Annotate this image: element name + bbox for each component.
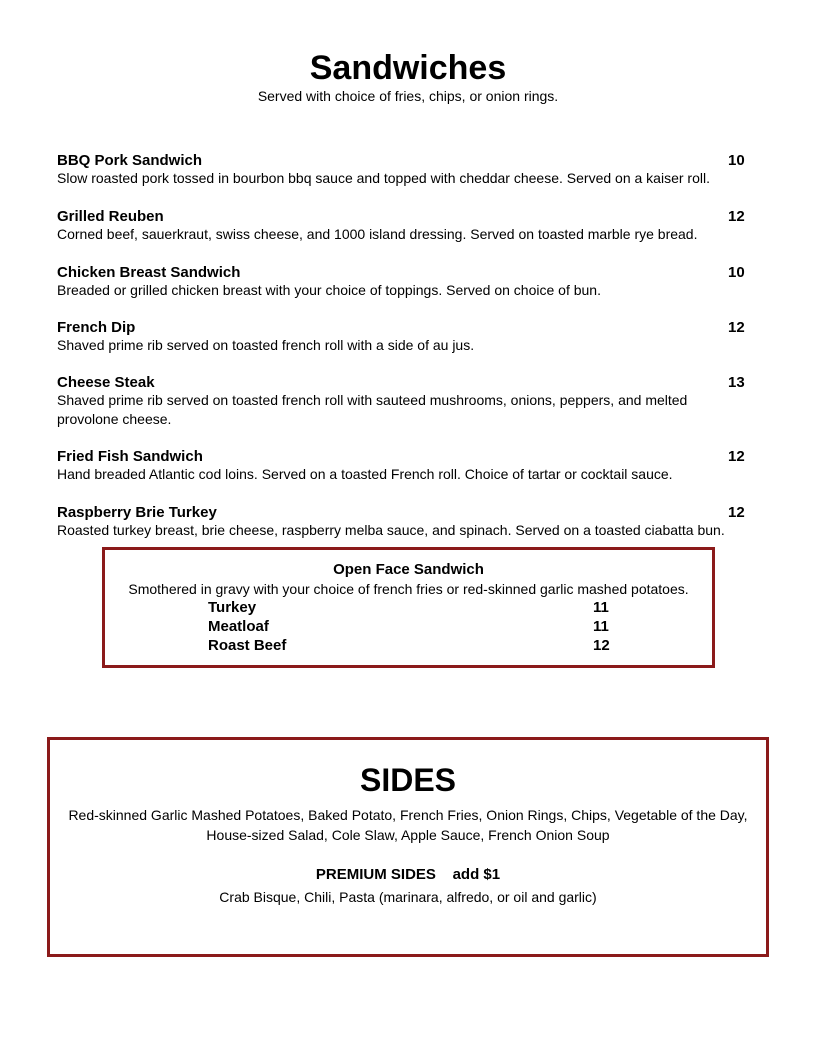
item-name: French Dip xyxy=(57,319,136,336)
item-description: Roasted turkey breast, brie cheese, raspberry melba sauce, and spinach. Served on a toasted ciabatta bun. xyxy=(57,522,725,538)
item-price: 12 xyxy=(728,504,745,521)
open-face-item-name: Roast Beef xyxy=(208,637,287,654)
sides-box xyxy=(47,737,769,957)
item-name: Chicken Breast Sandwich xyxy=(57,264,241,281)
item-description: Slow roasted pork tossed in bourbon bbq sauce and topped with cheddar cheese. Served on a kaiser roll. xyxy=(57,170,710,186)
open-face-item-price: 11 xyxy=(593,618,609,635)
open-face-item-name: Meatloaf xyxy=(208,618,269,635)
open-face-item-name: Turkey xyxy=(208,599,257,616)
item-name: Raspberry Brie Turkey xyxy=(57,504,217,521)
page-subtitle: Served with choice of fries, chips, or onion rings. xyxy=(257,88,559,104)
item-price: 10 xyxy=(728,152,745,169)
item-price: 12 xyxy=(728,448,745,465)
open-face-row-meatloaf xyxy=(208,617,628,636)
item-description: Corned beef, sauerkraut, swiss cheese, and 1000 island dressing. Served on toasted marble rye bread. xyxy=(57,226,698,242)
item-price: 12 xyxy=(728,319,745,336)
item-description: Shaved prime rib served on toasted french roll with sauteed mushrooms, onions, peppers, and melted provolone cheese. xyxy=(57,392,688,427)
item-description: Hand breaded Atlantic cod loins. Served on a toasted French roll. Choice of tartar or cocktail sauce. xyxy=(57,466,673,482)
item-name: Cheese Steak xyxy=(57,374,155,391)
item-price: 10 xyxy=(728,264,745,281)
premium-sides-heading: PREMIUM SIDES add $1 xyxy=(315,866,501,883)
item-price: 13 xyxy=(728,374,745,391)
item-name: Grilled Reuben xyxy=(57,208,164,225)
open-face-row-roast-beef xyxy=(208,636,628,655)
open-face-item-price: 12 xyxy=(593,637,610,654)
item-name: BBQ Pork Sandwich xyxy=(57,152,203,169)
item-price: 12 xyxy=(728,208,745,225)
sides-title: SIDES xyxy=(359,762,457,798)
premium-sides-list: Crab Bisque, Chili, Pasta (marinara, alfredo, or oil and garlic) xyxy=(219,889,597,905)
open-face-sandwich-box xyxy=(102,547,715,668)
open-face-title: Open Face Sandwich xyxy=(333,561,484,578)
item-description: Breaded or grilled chicken breast with your choice of toppings. Served on choice of bun. xyxy=(57,282,601,298)
item-description: Shaved prime rib served on toasted french roll with a side of au jus. xyxy=(57,337,475,353)
open-face-row-turkey xyxy=(208,598,628,617)
sides-list: Red-skinned Garlic Mashed Potatoes, Baked Potato, French Fries, Onion Rings, Chips, Vegetable of the Day, House-sized Salad, Cole Slaw, Apple Sauce, French Onion Soup xyxy=(68,807,748,843)
open-face-item-price: 11 xyxy=(593,599,609,616)
page-title: Sandwiches xyxy=(309,49,507,87)
open-face-description: Smothered in gravy with your choice of french fries or red-skinned garlic mashed potatoes. xyxy=(128,581,689,597)
item-name: Fried Fish Sandwich xyxy=(57,448,203,465)
